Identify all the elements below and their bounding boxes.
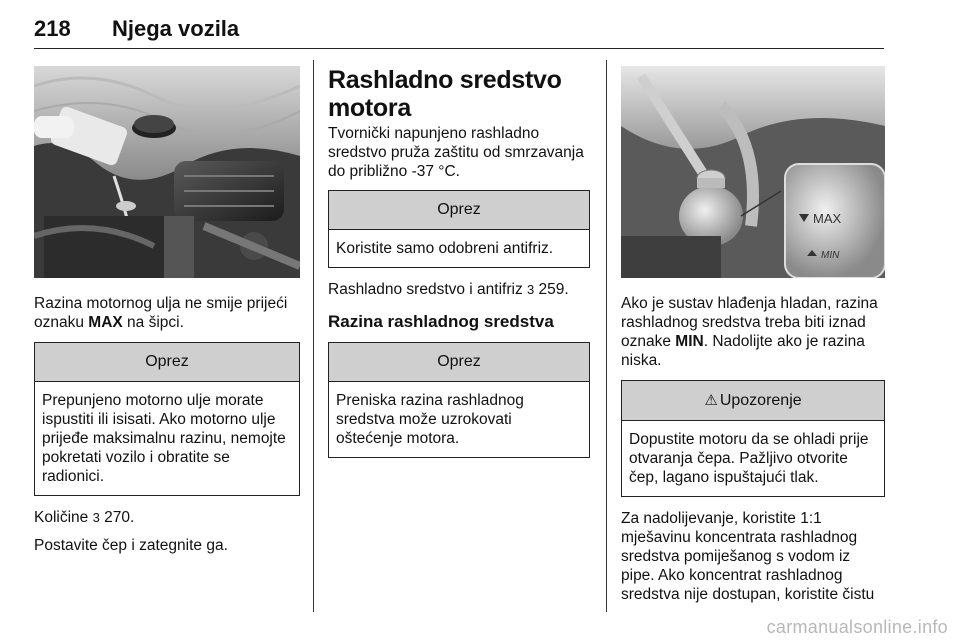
oil-level-text: Razina motornog ulja ne smije prijeći oznaku MAX na šipci. xyxy=(34,295,288,331)
caution-box xyxy=(328,342,590,458)
caution-body: Preniska razina rashladnog sredstva može uzrokovati oštećenje motora. xyxy=(336,392,524,447)
coolant-reservoir-photo xyxy=(621,66,885,278)
warning-box xyxy=(621,380,885,497)
page-reference-icon: 3 xyxy=(527,282,535,297)
caution-title: Oprez xyxy=(329,343,589,382)
column-left xyxy=(34,66,300,555)
refill-instruction: Za nadolijevanje, koristite 1:1 mješavinu koncentrata rashladnog sredstva pomiješanog s vodom iz pipe. Ako koncentrat rashladnog sredstva nije dostupan, koristite čistu xyxy=(621,510,875,603)
warning-icon: ⚠ xyxy=(704,392,718,409)
caution-title: Oprez xyxy=(35,343,299,382)
watermark: carmanualsonline.info xyxy=(766,617,948,637)
caution-box xyxy=(34,342,300,496)
engine-oil-photo xyxy=(34,66,300,278)
page-reference-icon: 3 xyxy=(92,510,100,525)
min-mark-label: MIN xyxy=(821,250,840,261)
chapter-title: Njega vozila xyxy=(112,16,240,41)
cap-instruction: Postavite čep i zategnite ga. xyxy=(34,537,228,554)
column-right xyxy=(621,66,885,604)
column-divider xyxy=(313,60,314,612)
page-number: 218 xyxy=(34,16,71,41)
caution-body: Koristite samo odobreni antifriz. xyxy=(336,240,554,257)
subsection-heading: Razina rashladnog sredstva xyxy=(328,312,554,331)
column-middle xyxy=(328,66,590,458)
warning-title: ⚠ Upozorenje xyxy=(622,381,884,421)
warning-body: Dopustite motoru da se ohladi prije otvaranja čepa. Pažljivo otvorite čep, lagano ispuštajući tlak. xyxy=(629,431,869,486)
coolant-intro: Tvornički napunjeno rashladno sredstvo pruža zaštitu od smrzavanja do približno -37 °C. xyxy=(328,125,584,180)
column-divider xyxy=(606,60,607,612)
caution-body: Prepunjeno motorno ulje morate ispustiti ili isisati. Ako motorno ulje prijeđe maksimalnu razinu, nemojte pokretati vozilo i obratite se radionici. xyxy=(42,392,286,485)
caution-box xyxy=(328,190,590,268)
page-header xyxy=(34,14,884,49)
section-heading: Rashladno sredstvo motora xyxy=(328,66,562,122)
coolant-level-text: Ako je sustav hlađenja hladan, razina rashladnog sredstva treba biti iznad oznake MIN. Nadolijte ako je razina niska. xyxy=(621,295,878,369)
antifreeze-reference: Rashladno sredstvo i antifriz 3 259. xyxy=(328,281,569,298)
max-mark-label: MAX xyxy=(813,211,842,226)
quantities-reference: Količine 3 270. xyxy=(34,509,135,526)
caution-title: Oprez xyxy=(329,191,589,230)
